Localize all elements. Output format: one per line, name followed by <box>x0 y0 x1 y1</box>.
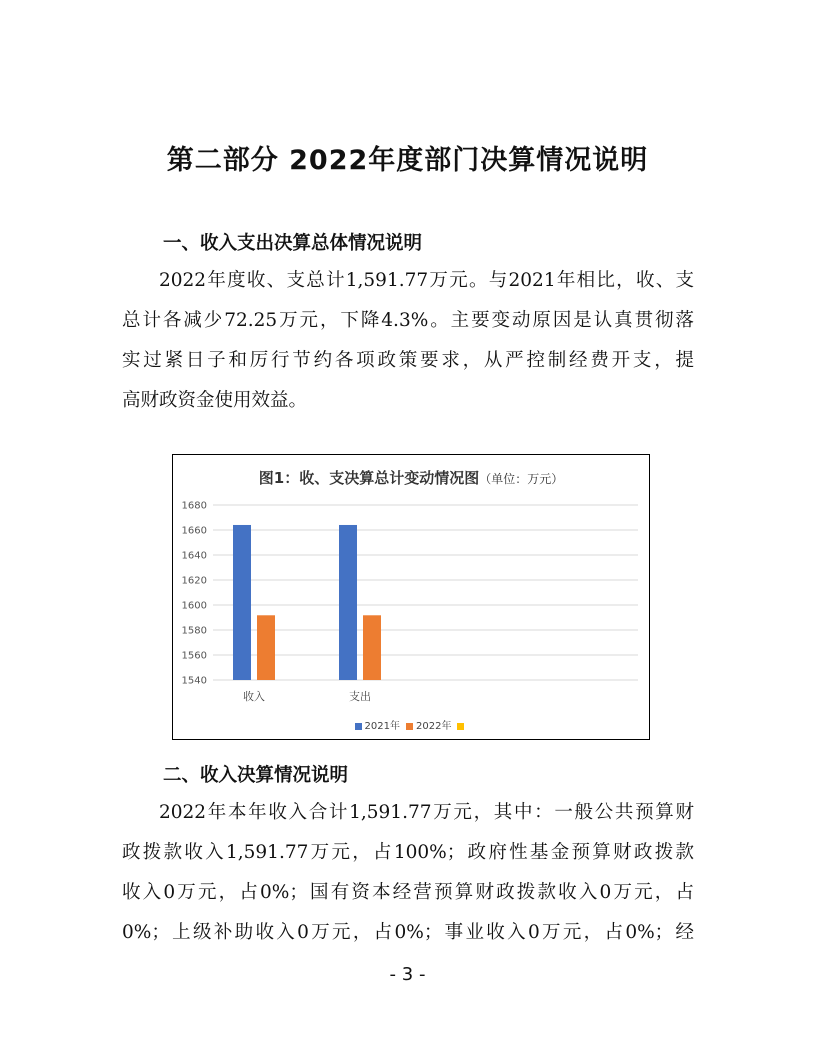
bar-2021年 <box>339 525 357 680</box>
paragraph-line: 2022年本年收入合计1,591.77万元，其中：一般公共预算财 <box>159 802 694 823</box>
y-tick-label: 1560 <box>181 650 207 662</box>
y-tick-label: 1620 <box>181 575 207 587</box>
section1-heading: 一、收入支出决算总体情况说明 <box>163 233 423 254</box>
paragraph-line: 2022年度收、支总计1,591.77万元。与2021年相比，收、支 <box>159 270 694 291</box>
legend-item <box>406 717 451 732</box>
bar-2022年 <box>363 615 381 680</box>
chart-unit-note: （单位：万元） <box>479 472 564 486</box>
paragraph-line: 实过紧日子和厉行节约各项政策要求，从严控制经费开支，提 <box>122 350 694 371</box>
y-tick-label: 1640 <box>181 550 207 562</box>
legend-label: 2021年 <box>364 721 400 732</box>
bar-2021年 <box>233 525 251 680</box>
section1-paragraph <box>122 261 694 421</box>
legend-item <box>457 721 467 732</box>
legend-swatch <box>355 723 362 730</box>
page-number: - 3 - <box>389 964 426 985</box>
x-category-label: 收入 <box>243 690 265 703</box>
legend-swatch <box>457 723 464 730</box>
chart-container <box>172 454 650 740</box>
section2-paragraph <box>122 793 694 953</box>
legend-swatch <box>406 723 413 730</box>
y-tick-label: 1540 <box>181 675 207 687</box>
paragraph-line: 总计各减少72.25万元，下降4.3%。主要变动原因是认真贯彻落 <box>122 310 694 331</box>
paragraph-line: 0%；上级补助收入0万元，占0%；事业收入0万元，占0%；经 <box>122 922 694 943</box>
section2-heading: 二、收入决算情况说明 <box>163 765 349 786</box>
bar-2022年 <box>257 615 275 680</box>
legend-label: 2022年 <box>416 721 452 732</box>
page-title: 第二部分 2022年度部门决算情况说明 <box>166 145 649 176</box>
paragraph-line: 高财政资金使用效益。 <box>122 390 308 411</box>
y-tick-label: 1660 <box>181 525 207 537</box>
legend-item <box>355 717 400 732</box>
chart-legend <box>173 717 649 732</box>
chart-title-text: 图1：收、支决算总计变动情况图 <box>258 469 480 487</box>
y-tick-label: 1580 <box>181 625 207 637</box>
paragraph-line: 收入0万元，占0%；国有资本经营预算财政拨款收入0万元，占 <box>122 882 694 903</box>
paragraph-line: 政拨款收入1,591.77万元，占100%；政府性基金预算财政拨款 <box>122 842 694 863</box>
bar-chart <box>173 455 649 739</box>
y-tick-label: 1600 <box>181 600 207 612</box>
y-tick-label: 1680 <box>181 500 207 512</box>
x-category-label: 支出 <box>349 690 371 703</box>
